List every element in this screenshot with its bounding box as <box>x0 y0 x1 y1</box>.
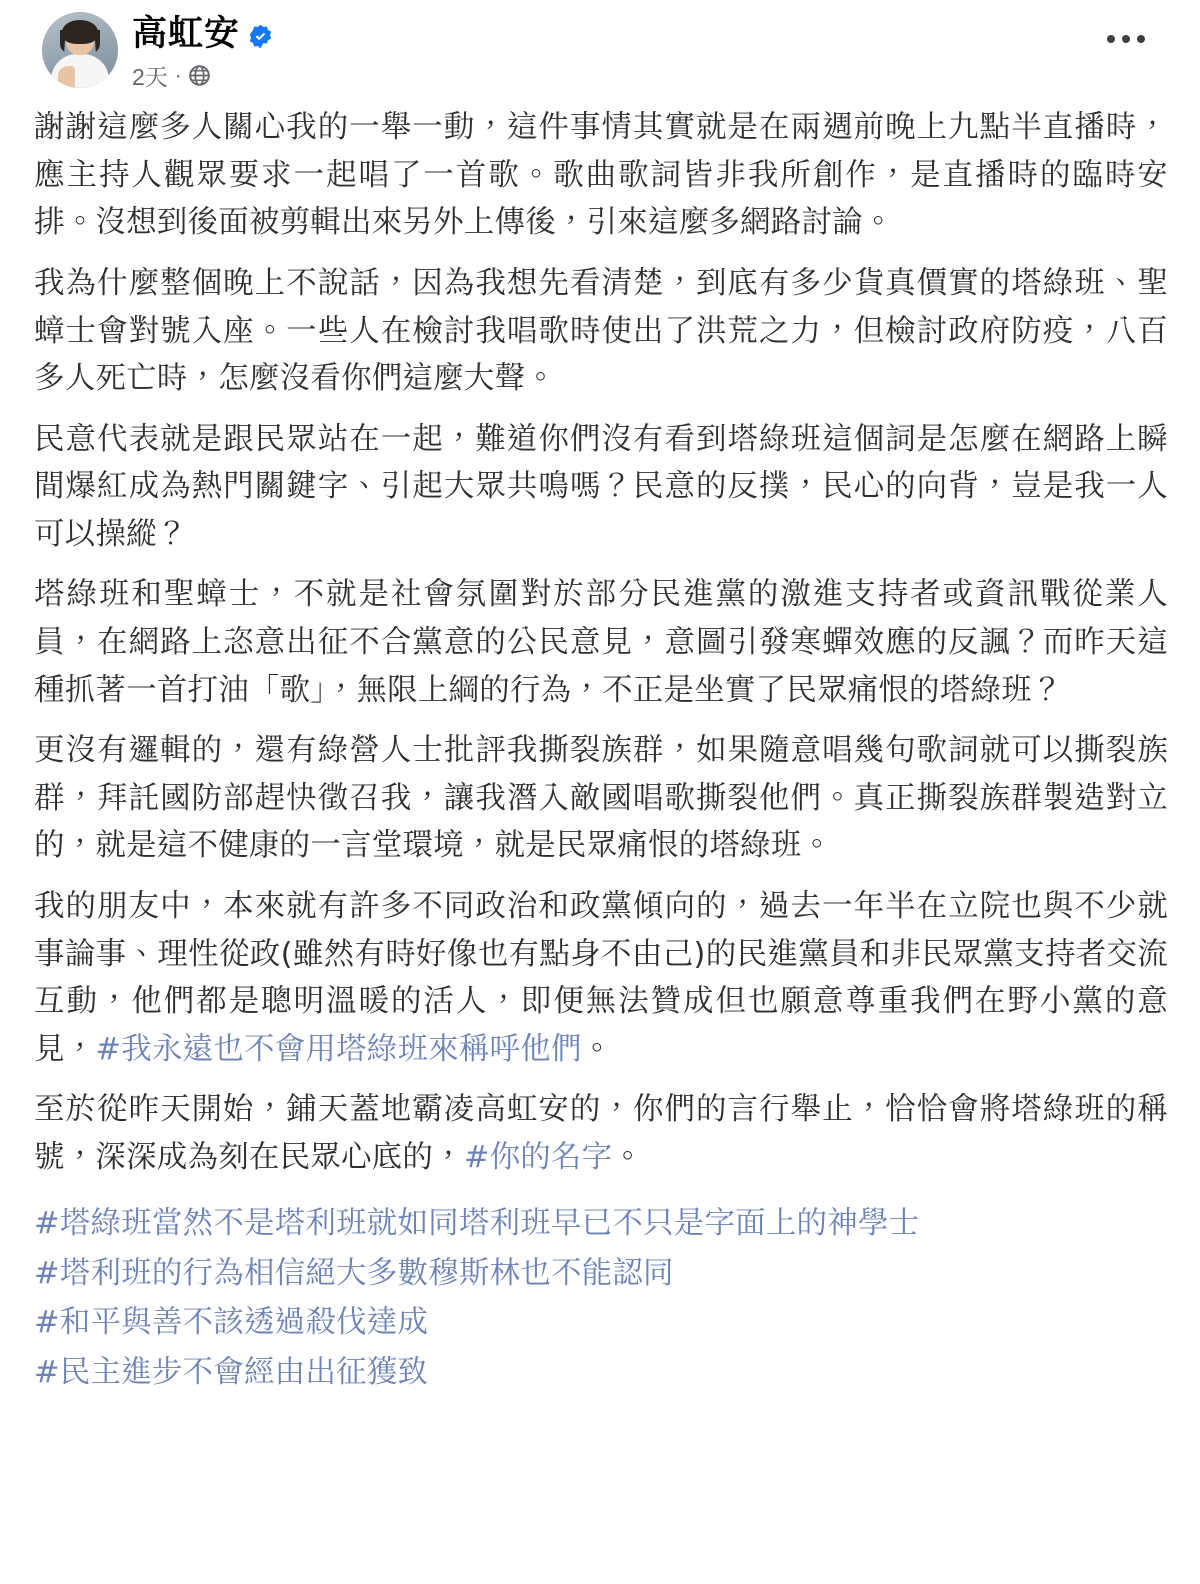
paragraph-text: 我的朋友中，本來就有許多不同政治和政黨傾向的，過去一年半在立院也與不少就事論事、理性從政(雖然有時好像也有點身不由己)的民進黨員和非民眾黨支持者交流互動，他們都是聰明溫暖的活人，即便無法贊成但也願意尊重我們在野小黨的意見， <box>34 888 1168 1067</box>
hashtag-link[interactable]: #和平與善不該透過殺伐達成 <box>34 1305 429 1341</box>
post-paragraph-with-hashtag <box>34 1086 1168 1181</box>
post-message <box>26 98 1174 1397</box>
more-dot <box>1122 35 1130 43</box>
post-meta <box>132 59 274 92</box>
more-dot <box>1107 35 1115 43</box>
avatar-arm <box>58 66 75 88</box>
paragraph-text-end: 。 <box>581 1031 613 1067</box>
post-more-options-button[interactable] <box>1100 22 1152 56</box>
post-timestamp[interactable]: 2天 <box>132 64 168 91</box>
hashtag-list <box>34 1199 1168 1397</box>
globe-icon[interactable] <box>189 65 210 86</box>
post-header <box>26 0 1174 98</box>
post-paragraph: 謝謝這麼多人關心我的一舉一動，這件事情其實就是在兩週前晚上九點半直播時，應主持人觀眾要求一起唱了一首歌。歌曲歌詞皆非我所創作，是直播時的臨時安排。沒想到後面被剪輯出來另外上傳後，引來這麼多網路討論。 <box>34 110 1168 241</box>
hashtag-link[interactable]: #塔利班的行為相信絕大多數穆斯林也不能認同 <box>34 1255 674 1291</box>
post-paragraph: 民意代表就是跟民眾站在一起，難道你們沒有看到塔綠班這個詞是怎麼在網路上瞬間爆紅成為熱門關鍵字、引起大眾共鳴嗎？民意的反撲，民心的向背，豈是我一人可以操縱？ <box>34 421 1168 552</box>
post-header-text <box>132 10 274 92</box>
author-name[interactable]: 高虹安 <box>132 14 241 53</box>
meta-separator: · <box>174 63 182 87</box>
hashtag-link[interactable]: #民主進步不會經由出征獲致 <box>34 1354 429 1390</box>
post-paragraph: 塔綠班和聖蟑士，不就是社會氛圍對於部分民進黨的激進支持者或資訊戰從業人員，在網路上恣意出征不合黨意的公民意見，意圖引發寒蟬效應的反諷？而昨天這種抓著一首打油「歌」，無限上綱的行為，不正是坐實了民眾痛恨的塔綠班？ <box>34 577 1168 708</box>
post-paragraph: 我為什麼整個晚上不說話，因為我想先看清楚，到底有多少貨真價實的塔綠班、聖蟑士會對號入座。一些人在檢討我唱歌時使出了洪荒之力，但檢討政府防疫，八百多人死亡時，怎麼沒看你們這麼大聲。 <box>34 265 1168 397</box>
avatar-hair <box>62 20 98 44</box>
hashtag-link[interactable]: #你的名字 <box>463 1139 613 1175</box>
verified-badge-icon <box>247 23 274 50</box>
post-paragraph: 更沒有邏輯的，還有綠營人士批評我撕裂族群，如果隨意唱幾句歌詞就可以撕裂族群，拜託國防部趕快徵召我，讓我潛入敵國唱歌撕裂他們。真正撕裂族群製造對立的，就是這不健康的一言堂環境，就是民眾痛恨的塔綠班。 <box>34 733 1168 864</box>
hashtag-link[interactable]: #我永遠也不會用塔綠班來稱呼他們 <box>95 1031 582 1067</box>
post-paragraph-with-hashtag <box>34 883 1168 1073</box>
paragraph-text-end: 。 <box>612 1139 644 1175</box>
more-dot <box>1137 35 1145 43</box>
hashtag-link[interactable]: #塔綠班當然不是塔利班就如同塔利班早已不只是字面上的神學士 <box>34 1206 920 1242</box>
author-row <box>132 14 274 54</box>
paragraph-text: 至於從昨天開始，鋪天蓋地霸凌高虹安的，你們的言行舉止，恰恰會將塔綠班的稱號，深深成為刻在民眾心底的， <box>34 1092 1168 1175</box>
avatar[interactable] <box>42 12 118 88</box>
